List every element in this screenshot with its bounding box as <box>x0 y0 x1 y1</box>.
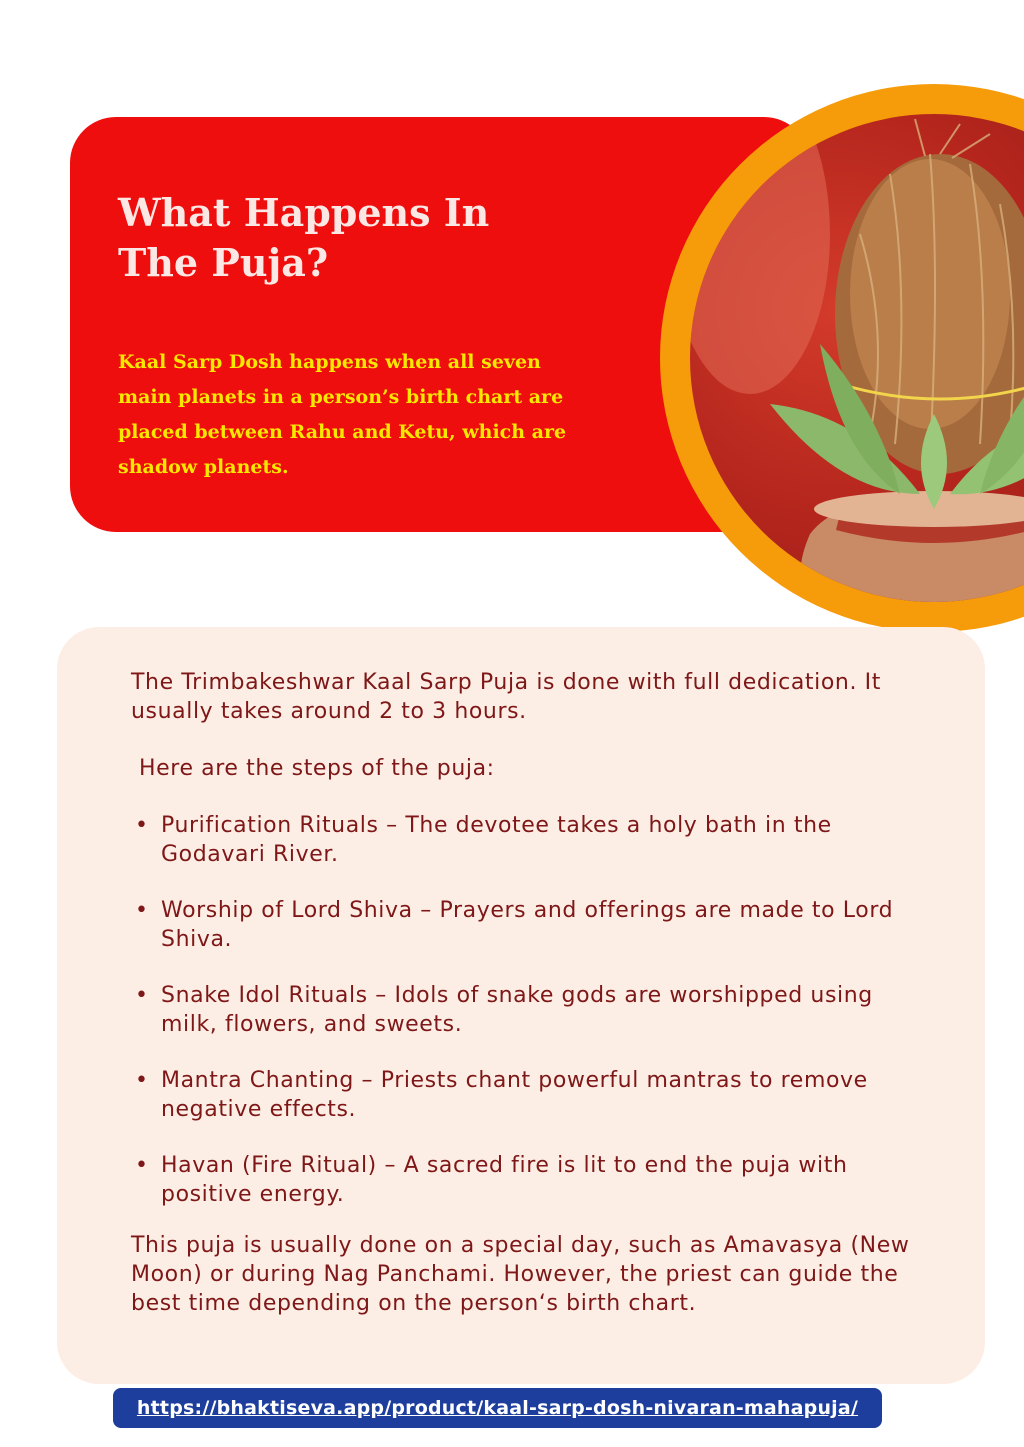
title-line-2: The Puja? <box>118 240 329 285</box>
list-item: • Worship of Lord Shiva – Prayers and offerings are made to Lord Shiva. <box>131 896 931 954</box>
coconut-illustration <box>690 114 1024 602</box>
list-item: • Snake Idol Rituals – Idols of snake gods are worshipped using milk, flowers, and sweets. <box>131 981 931 1039</box>
puja-details <box>131 668 931 1318</box>
intro-paragraph: The Trimbakeshwar Kaal Sarp Puja is done with full dedication. It usually takes around 2 to 3 hours. <box>131 670 881 724</box>
page-title <box>118 188 588 288</box>
list-item: • Purification Rituals – The devotee takes a holy bath in the Godavari River. <box>131 811 931 869</box>
title-line-1: What Happens In <box>118 190 490 235</box>
coconut-kalash-photo <box>690 114 1024 602</box>
closing-paragraph: This puja is usually done on a special day, such as Amavasya (New Moon) or during Nag Panchami. However, the priest can guide the best time depending on the person‘s birth chart. <box>131 1233 910 1316</box>
website-link-pill <box>113 1388 882 1428</box>
steps-list <box>131 811 931 1209</box>
steps-heading: Here are the steps of the puja: <box>139 756 495 781</box>
hero-description: Kaal Sarp Dosh happens when all seven main planets in a person’s birth chart are placed between Rahu and Ketu, which are shadow planets. <box>118 351 567 478</box>
list-item: • Havan (Fire Ritual) – A sacred fire is lit to end the puja with positive energy. <box>131 1151 931 1209</box>
list-item: • Mantra Chanting – Priests chant powerful mantras to remove negative effects. <box>131 1066 931 1124</box>
website-link[interactable]: https://bhaktiseva.app/product/kaal-sarp-dosh-nivaran-mahapuja/ <box>136 1397 859 1419</box>
